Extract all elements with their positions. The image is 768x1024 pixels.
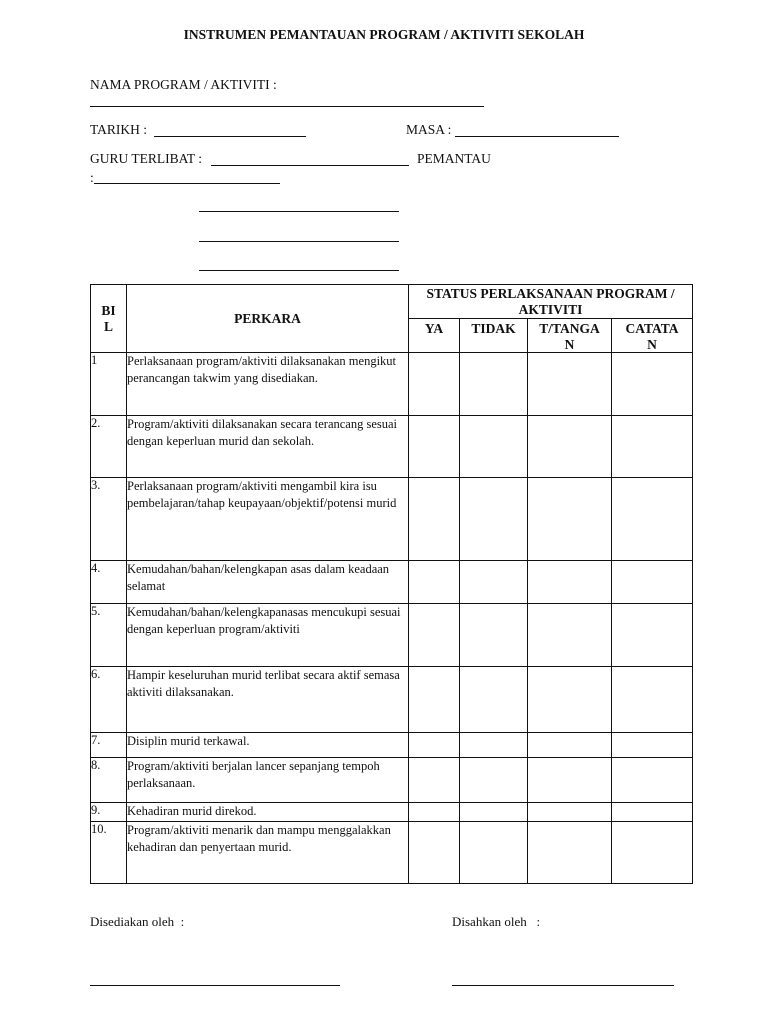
disahkan-signature-line[interactable]: [452, 985, 674, 986]
disahkan-label: Disahkan oleh :: [452, 914, 541, 929]
row-number: 4.: [91, 561, 127, 604]
header-perkara: PERKARA: [127, 285, 409, 353]
pemantau-label: PEMANTAU: [417, 151, 491, 166]
header-catatan: [612, 319, 693, 353]
monitoring-table: [90, 284, 693, 884]
cell-ya[interactable]: [409, 604, 460, 667]
cell-ttangan[interactable]: [528, 758, 612, 803]
header-status-line2: AKTIVITI: [518, 301, 583, 317]
row-number: 3.: [91, 478, 127, 561]
guru-line-2[interactable]: [199, 211, 399, 212]
row-number: 10.: [91, 822, 127, 884]
header-status: [409, 285, 693, 319]
row-item: Hampir keseluruhan murid terlibat secara aktif semasa aktiviti dilaksanakan.: [127, 667, 409, 733]
disediakan-label: Disediakan oleh :: [90, 914, 185, 929]
cell-tidak[interactable]: [460, 733, 528, 758]
cell-catatan[interactable]: [612, 822, 693, 884]
document-title: INSTRUMEN PEMANTAUAN PROGRAM / AKTIVITI SEKOLAH: [183, 27, 585, 42]
cell-ya[interactable]: [409, 667, 460, 733]
header-bil-line1: BI: [101, 303, 116, 318]
table-row: [91, 561, 693, 604]
row-item: Perlaksanaan program/aktiviti mengambil kira isu pembelajaran/tahap keupayaan/objektif/potensi murid: [127, 478, 409, 561]
guru-line-4[interactable]: [199, 270, 399, 271]
row-item: Program/aktiviti menarik dan mampu menggalakkan kehadiran dan penyertaan murid.: [127, 822, 409, 884]
cell-ttangan[interactable]: [528, 733, 612, 758]
cell-catatan[interactable]: [612, 667, 693, 733]
row-item: Disiplin murid terkawal.: [127, 733, 409, 758]
cell-ttangan[interactable]: [528, 353, 612, 416]
header-catatan-line2: N: [647, 336, 657, 352]
cell-catatan[interactable]: [612, 758, 693, 803]
cell-tidak[interactable]: [460, 561, 528, 604]
cell-tidak[interactable]: [460, 667, 528, 733]
disediakan-signature-line[interactable]: [90, 985, 340, 986]
header-ttangan-line1: T/TANGA: [539, 321, 600, 336]
cell-tidak[interactable]: [460, 803, 528, 822]
pemantau-colon: :: [90, 170, 94, 185]
cell-tidak[interactable]: [460, 604, 528, 667]
table-row: [91, 758, 693, 803]
header-catatan-line1: CATATA: [625, 321, 679, 336]
cell-ya[interactable]: [409, 478, 460, 561]
row-item: Program/aktiviti berjalan lancer sepanjang tempoh perlaksanaan.: [127, 758, 409, 803]
cell-tidak[interactable]: [460, 758, 528, 803]
guru-terlibat-label: GURU TERLIBAT :: [90, 151, 203, 166]
row-item: Program/aktiviti dilaksanakan secara terancang sesuai dengan keperluan murid dan sekolah.: [127, 416, 409, 478]
cell-ya[interactable]: [409, 416, 460, 478]
cell-tidak[interactable]: [460, 353, 528, 416]
row-item: Kemudahan/bahan/kelengkapan asas dalam keadaan selamat: [127, 561, 409, 604]
table-row: [91, 667, 693, 733]
table-row: [91, 822, 693, 884]
table-row: [91, 478, 693, 561]
table-row: [91, 416, 693, 478]
cell-ya[interactable]: [409, 561, 460, 604]
header-ya: YA: [409, 319, 460, 353]
header-bil-line2: L: [103, 318, 113, 334]
table-row: [91, 353, 693, 416]
row-item: Kemudahan/bahan/kelengkapanasas mencukupi sesuai dengan keperluan program/aktiviti: [127, 604, 409, 667]
row-item: Perlaksanaan program/aktiviti dilaksanakan mengikut perancangan takwim yang disediakan.: [127, 353, 409, 416]
table-row: [91, 803, 693, 822]
header-ttangan: [528, 319, 612, 353]
header-bil: [91, 285, 127, 353]
cell-ttangan[interactable]: [528, 561, 612, 604]
header-status-line1: STATUS PERLAKSANAAN PROGRAM /: [426, 285, 675, 301]
row-item: Kehadiran murid direkod.: [127, 803, 409, 822]
nama-program-line[interactable]: [90, 106, 484, 107]
cell-ya[interactable]: [409, 822, 460, 884]
tarikh-label: TARIKH :: [90, 122, 148, 137]
cell-catatan[interactable]: [612, 803, 693, 822]
cell-ttangan[interactable]: [528, 822, 612, 884]
cell-ttangan[interactable]: [528, 604, 612, 667]
nama-program-label: NAMA PROGRAM / AKTIVITI :: [90, 77, 277, 92]
row-number: 7.: [91, 733, 127, 758]
cell-tidak[interactable]: [460, 822, 528, 884]
cell-catatan[interactable]: [612, 733, 693, 758]
cell-ya[interactable]: [409, 733, 460, 758]
header-ttangan-line2: N: [564, 336, 575, 352]
cell-catatan[interactable]: [612, 353, 693, 416]
table-row: [91, 604, 693, 667]
header-tidak: TIDAK: [460, 319, 528, 353]
cell-catatan[interactable]: [612, 416, 693, 478]
tarikh-line[interactable]: [154, 136, 306, 137]
cell-ya[interactable]: [409, 353, 460, 416]
row-number: 1: [91, 353, 127, 416]
pemantau-line[interactable]: [94, 183, 280, 184]
cell-catatan[interactable]: [612, 478, 693, 561]
cell-catatan[interactable]: [612, 561, 693, 604]
cell-tidak[interactable]: [460, 416, 528, 478]
row-number: 6.: [91, 667, 127, 733]
cell-ttangan[interactable]: [528, 416, 612, 478]
cell-ttangan[interactable]: [528, 803, 612, 822]
row-number: 2.: [91, 416, 127, 478]
row-number: 5.: [91, 604, 127, 667]
row-number: 9.: [91, 803, 127, 822]
masa-label: MASA :: [406, 122, 452, 137]
cell-ya[interactable]: [409, 758, 460, 803]
cell-tidak[interactable]: [460, 478, 528, 561]
cell-ttangan[interactable]: [528, 478, 612, 561]
cell-ya[interactable]: [409, 803, 460, 822]
masa-line[interactable]: [455, 136, 619, 137]
table-row: [91, 733, 693, 758]
guru-terlibat-line[interactable]: [211, 165, 409, 166]
row-number: 8.: [91, 758, 127, 803]
cell-ttangan[interactable]: [528, 667, 612, 733]
guru-line-3[interactable]: [199, 241, 399, 242]
cell-catatan[interactable]: [612, 604, 693, 667]
